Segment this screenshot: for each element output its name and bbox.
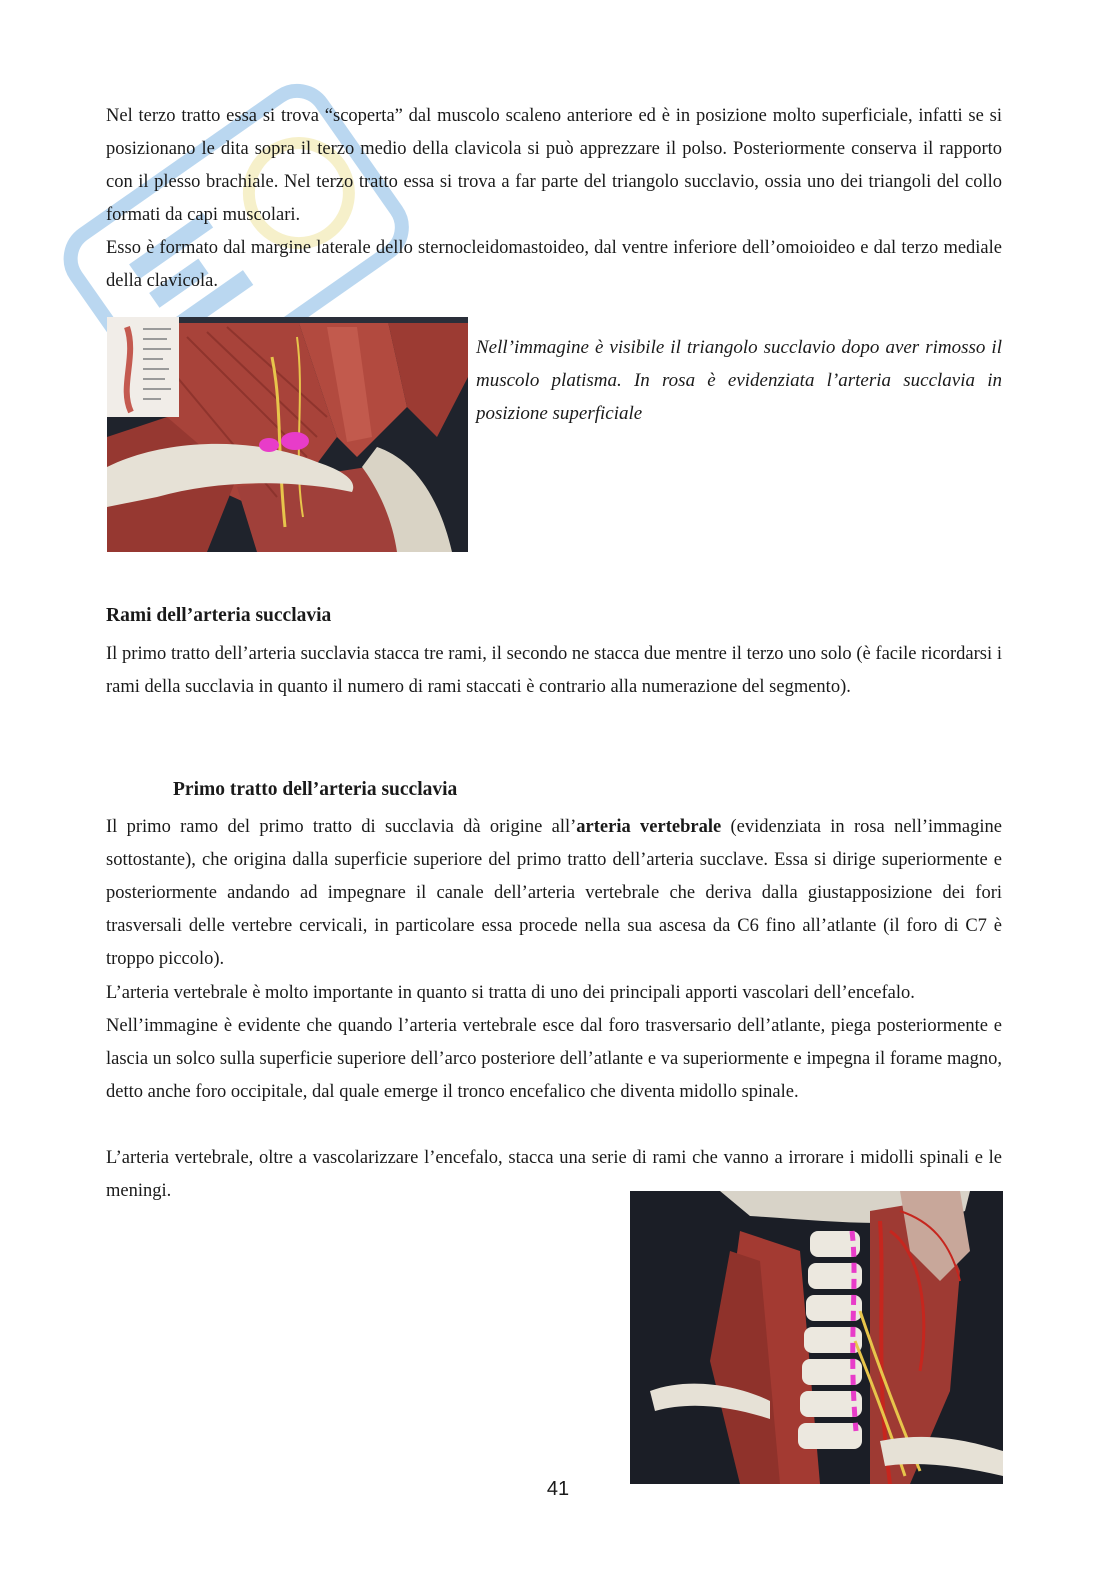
paragraph-4-start: Il primo ramo del primo tratto di succlavia dà origine all’ — [106, 817, 577, 837]
figure-vertebral-artery — [630, 1191, 1003, 1484]
term-arteria-vertebrale: arteria vertebrale — [576, 817, 722, 837]
section-heading-rami: Rami dell’arteria succlavia — [106, 605, 332, 626]
paragraph-7: L’arteria vertebrale, oltre a vascolarizzare l’encefalo, stacca una serie di rami che vanno a irrorare i midolli spinali e le meningi. — [106, 1148, 1002, 1201]
paragraph-4-end: (evidenziata in rosa nell’immagine sottostante), che origina dalla superficie superiore del primo tratto dell’arteria succlave. Essa si dirige superiormente e posteriormente andando ad impegnare il canale dell’arteria vertebrale che deriva dalla giustapposizione dei fori trasversali delle vertebre cervicali, in particolare essa procede nella sua ascesa da C6 fino all’atlante (il foro di C7 è troppo piccolo). — [106, 817, 1002, 969]
page-number: 41 — [546, 1478, 570, 1500]
figure-subclavian-triangle — [107, 317, 468, 552]
figure-1-illustration — [107, 317, 468, 552]
paragraph-4 — [106, 811, 1002, 976]
paragraph-1: Nel terzo tratto essa si trova “scoperta” dal muscolo scaleno anteriore ed è in posizione molto superficiale, infatti se si posizionano le dita sopra il terzo medio della clavicola si può apprezzare il polso. Posteriormente conserva il rapporto con il plesso brachiale. Nel terzo tratto essa si trova a far parte del triangolo succlavio, ossia uno dei triangoli del collo formati da capi muscolari. — [106, 106, 1002, 225]
paragraph-5: L’arteria vertebrale è molto importante in quanto si tratta di uno dei principali apporti vascolari dell’encefalo. — [106, 983, 915, 1003]
figure-2-illustration — [630, 1191, 1003, 1484]
paragraph-2: Esso è formato dal margine laterale dello sternocleidomastoideo, dal ventre inferiore dell’omoioideo e dal terzo mediale della clavicola. — [106, 238, 1002, 291]
paragraph-3: Il primo tratto dell’arteria succlavia stacca tre rami, il secondo ne stacca due mentre il terzo uno solo (è facile ricordarsi i rami della succlavia in quanto il numero di rami staccati è contrario alla numerazione del segmento). — [106, 644, 1002, 697]
paragraph-6: Nell’immagine è evidente che quando l’arteria vertebrale esce dal foro trasversario dell’atlante, piega posteriormente e lascia un solco sulla superficie superiore dell’arco posteriore dell’atlante e va superiormente e impegna il forame magno, detto anche foro occipitale, dal quale emerge il tronco encefalico che diventa midollo spinale. — [106, 1016, 1002, 1102]
subsection-heading-primo-tratto: Primo tratto dell’arteria succlavia — [173, 779, 458, 800]
figure-1-caption: Nell’immagine è visibile il triangolo succlavio dopo aver rimosso il muscolo platisma. In rosa è evidenziata l’arteria succlavia in posizione superficiale — [476, 337, 1002, 424]
